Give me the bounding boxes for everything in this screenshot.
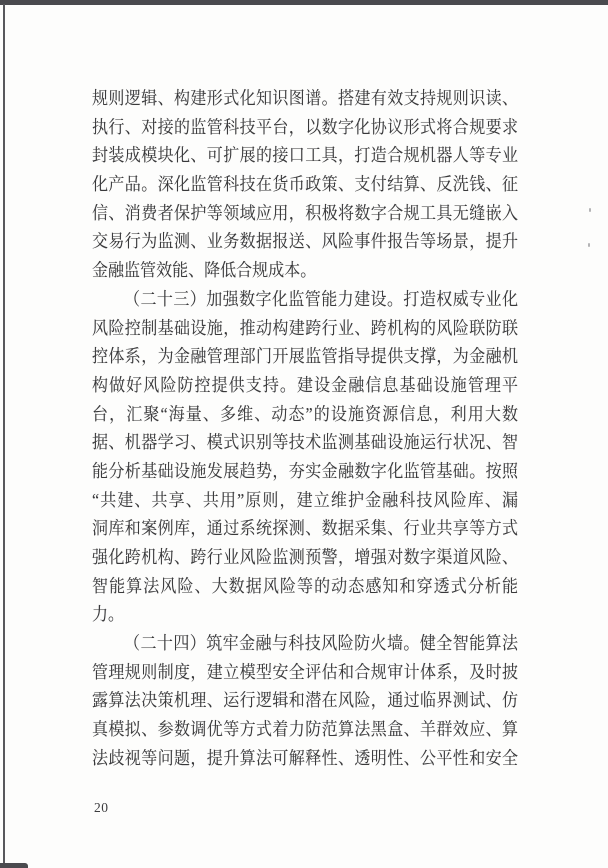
text-line: 规则逻辑、构建形式化知识图谱。搭建有效支持规则识读、: [92, 88, 519, 108]
text-line: 露算法决策机理、运行逻辑和潜在风险，通过临界测试、仿: [92, 690, 519, 711]
scan-speck: [589, 208, 591, 212]
text-line: 封装成模块化、可扩展的接口工具，打造合规机器人等专业: [92, 145, 519, 166]
scan-edge-left: [3, 4, 5, 868]
page-number: 20: [94, 800, 109, 815]
text-line: 据、机器学习、模式识别等技术监测基础设施运行状况、智: [92, 432, 519, 453]
text-line: 智能算法风险、大数据风险等的动态感知和穿透式分析能: [92, 575, 519, 596]
body-text: [92, 84, 518, 773]
text-line: 能分析基础设施发展趋势，夯实金融数字化监管基础。按照: [92, 460, 519, 481]
text-line: 台，汇聚“海量、多维、动态”的设施资源信息，利用大数: [92, 403, 519, 424]
scan-speck: [588, 243, 590, 247]
text-line: 法歧视等问题，提升算法可解释性、透明性、公平性和安全: [92, 747, 519, 768]
text-line: 管理规则制度，建立模型安全评估和合规审计体系，及时披: [92, 661, 519, 682]
scan-edge-top: [0, 0, 608, 5]
scan-corner-mark: [0, 863, 28, 868]
text-line: 化产品。深化监管科技在货币政策、支付结算、反洗钱、征: [92, 174, 519, 195]
text-line: 力。: [92, 604, 125, 625]
text-line: 交易行为监测、业务数据报送、风险事件报告等场景，提升: [92, 231, 519, 252]
text-line: 构做好风险防控提供支持。建设金融信息基础设施管理平: [92, 374, 519, 395]
text-line: 执行、对接的监管科技平台，以数字化协议形式将合规要求: [92, 116, 519, 137]
text-line-paragraph-23-start: （二十三）加强数字化监管能力建设。打造权威专业化: [124, 288, 519, 309]
text-line: 信、消费者保护等领域应用，积极将数字合规工具无缝嵌入: [92, 202, 519, 223]
text-line: 真模拟、参数调优等方式着力防范算法黑盒、羊群效应、算: [92, 719, 519, 740]
text-line: 金融监管效能、降低合规成本。: [92, 260, 317, 281]
text-line: 风险控制基础设施，推动构建跨行业、跨机构的风险联防联: [92, 317, 519, 338]
text-line: 控体系，为金融管理部门开展监管指导提供支撑，为金融机: [92, 346, 519, 367]
text-line: 洞库和案例库，通过系统探测、数据采集、行业共享等方式: [92, 518, 519, 539]
text-line-paragraph-24-start: （二十四）筑牢金融与科技风险防火墙。健全智能算法: [124, 633, 519, 654]
text-line: 强化跨机构、跨行业风险监测预警，增强对数字渠道风险、: [92, 547, 519, 567]
text-line: “共建、共享、共用”原则，建立维护金融科技风险库、漏: [92, 489, 519, 510]
